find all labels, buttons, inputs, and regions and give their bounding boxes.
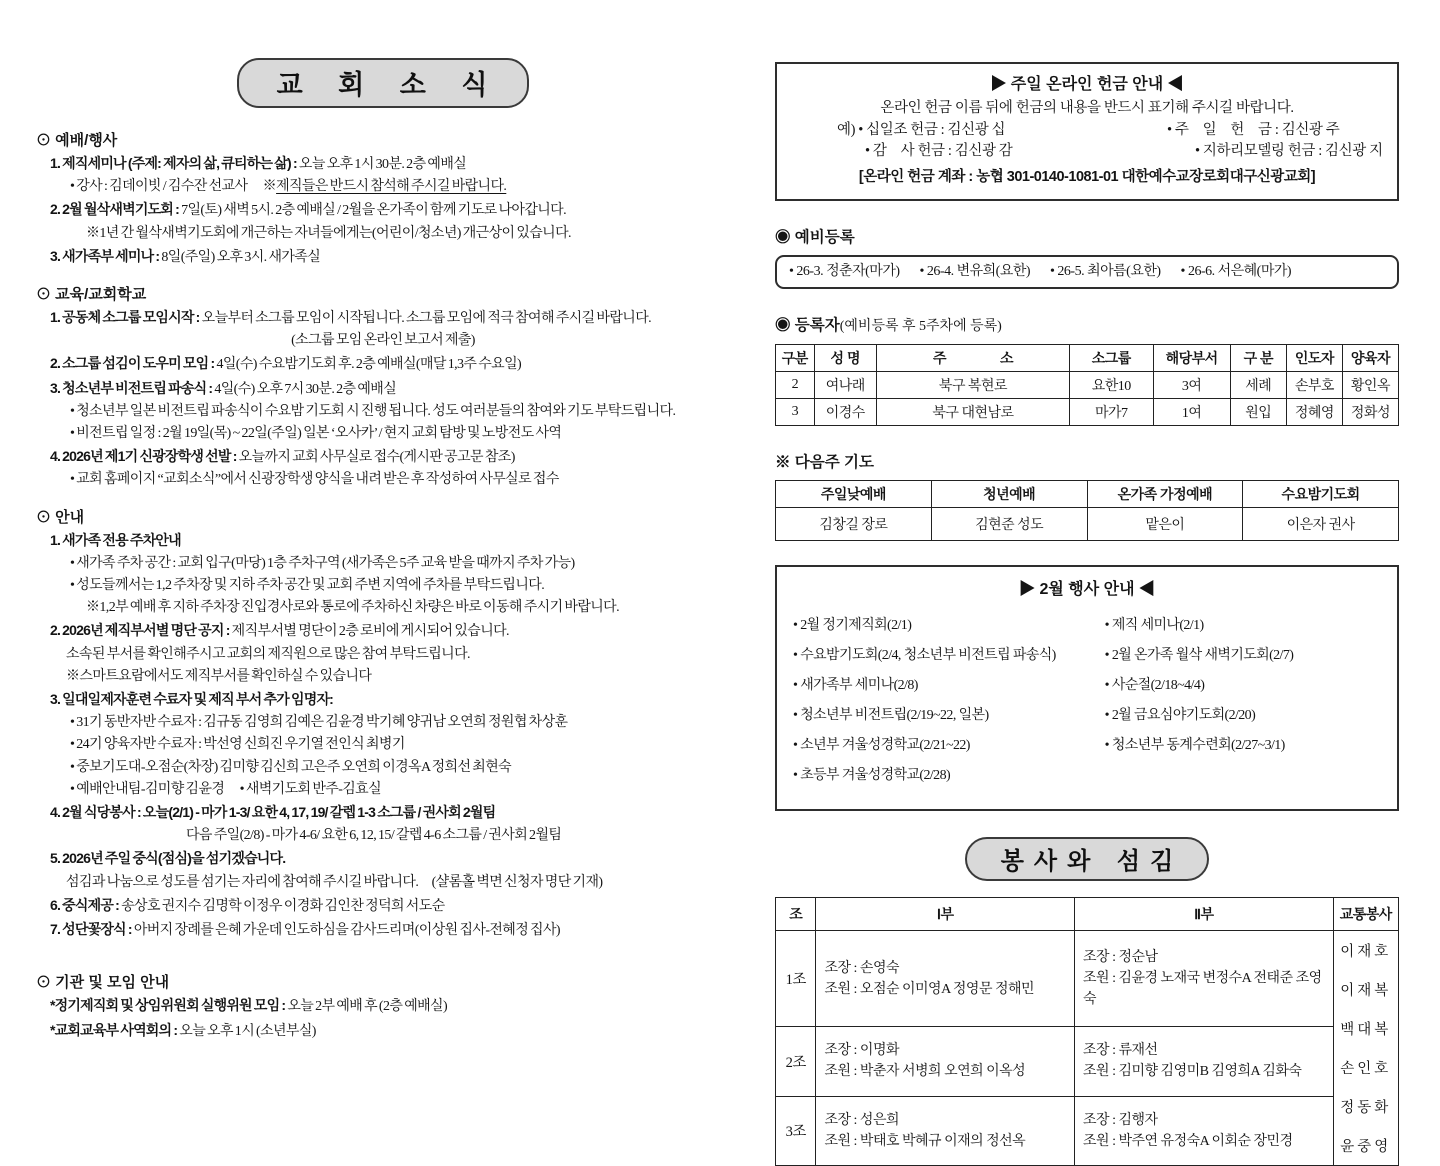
news-line: 1. 공동체 소그룹 모임시작 : 오늘부터 소그룹 모임이 시작됩니다. 소그룹 모임에 적극 참여해 주시길 바랍니다. (50, 309, 652, 327)
table-header-row: 구분 성 명 주 소 소그룹 해당부서 구 분 인도자 양육자 (776, 345, 1399, 372)
right-column (775, 62, 1399, 1166)
team-cell: 조장 : 손영숙 조원 : 오점순 이미영A 정영문 정해민 (816, 931, 1075, 1027)
team-cell: 조장 : 김행자 조원 : 박주연 유정숙A 이회순 장민경 (1075, 1096, 1334, 1166)
traffic-name: 이재호 (1340, 944, 1392, 960)
news-line: • 중보기도대-오점순(차장) 김미향 김신희 고은주 오연희 이경옥A 정희선 최현숙 (70, 759, 512, 775)
section-heading-org: ⊙ 기관 및 모임 안내 (36, 974, 170, 992)
news-line: 2. 2월 월삭새벽기도회 : 7일(토) 새벽 5시. 2층 예배실 / 2월을 온가족이 함께 기도로 나아갑니다. (50, 201, 566, 219)
news-line: *정기제직회 및 상임위원회 실행위원 모임 : 오늘 2부 예배 후 (2층 예배실) (50, 997, 448, 1015)
offering-desc: 온라인 헌금 이름 뒤에 헌금의 내용을 반드시 표기해 주시길 바랍니다. (880, 100, 1294, 116)
reserve-entry: • 26-5. 최아름(요한) (1050, 264, 1161, 279)
event-item: • 청소년부 동계수련회(2/27~3/1) (1104, 738, 1285, 753)
news-line: • 비전트립 일정 : 2월 19일(목) ~ 22일(주일) 일본 ‘오사카’ / 현지 교회 탐방 및 노방전도 사역 (70, 426, 562, 442)
news-line: • 새가족 주차 공간 : 교회 입구(마당) 1층 주차구역 (새가족은 5주 교육 받을 때까지 주차 가능) (70, 555, 575, 571)
event-item: • 2월 금요심야기도회(2/20) (1104, 708, 1256, 723)
news-line: 3. 새가족부 세미나 : 8일(주일) 오후 3시. 새가족실 (50, 247, 321, 265)
event-item: • 2월 온가족 월삭 새벽기도회(2/7) (1104, 648, 1294, 663)
event-item: • 청소년부 비전트립(2/19~22, 일본) (793, 708, 989, 723)
reserve-entry: • 26-3. 정춘자(마가) (789, 264, 900, 279)
table-row: 1조 조장 : 손영숙 조원 : 오점순 이미영A 정영문 정해민 조장 : 정순남 조원 : 김윤경 노재국 변정수A 전태준 조영숙 이재호 이재복 백대복 손인호 정동화 윤중영 (776, 931, 1399, 1027)
prayer-heading: ※ 다음주 기도 (775, 454, 874, 471)
events-column-right (1105, 611, 1381, 791)
events-column-left (793, 611, 1105, 791)
event-item: • 새가족부 세미나(2/8) (793, 678, 918, 693)
news-line: 1. 새가족 전용 주차안내 (50, 531, 181, 548)
traffic-name: 정동화 (1340, 1100, 1392, 1116)
left-column (36, 58, 730, 1043)
news-line: • 교회 홈페이지 “교회소식”에서 신광장학생 양식을 내려 받은 후 작성하여 사무실로 접수 (70, 472, 559, 488)
traffic-name: 윤중영 (1340, 1139, 1392, 1155)
news-line: 다음 주일(2/8) - 마가 4-6/ 요한 6, 12, 15/ 갈렙 4-6 소그룹 / 권사회 2월팀 (186, 828, 562, 844)
event-item: • 소년부 겨울성경학교(2/21~22) (793, 738, 970, 753)
section-heading-education: ⊙ 교육/교회학교 (36, 286, 147, 304)
news-line: 2. 소그룹 섬김이 도우미 모임 : 4일(수) 수요밤기도회 후. 2층 예배실(매달 1,3주 수요일) (50, 355, 522, 373)
table-row: 3 이경수 북구 대현남로 마가7 1여 원입 정혜영 정화성 (776, 399, 1399, 426)
news-line: 7. 성단꽃장식 : 아버지 장례를 은혜 가운데 인도하심을 감사드리며(이상원 집사-전혜정 집사) (50, 921, 560, 939)
news-line: 6. 중식제공 : 송상호 권지수 김명학 이정우 이경화 김인찬 정덕희 서도순 (50, 896, 445, 914)
traffic-name: 이재복 (1340, 983, 1392, 999)
table-row: 2 여나래 북구 복현로 요한10 3여 세례 손부호 황인옥 (776, 372, 1399, 399)
table-header-row: 조 Ⅰ부 Ⅱ부 교통봉사 (776, 898, 1399, 931)
news-line: • 성도들께서는 1,2 주차장 및 지하 주차 공간 및 교회 주변 지역에 주차를 부탁드립니다. (70, 578, 545, 594)
news-line: • 24기 양육자반 수료자 : 박선영 신희진 우기열 전인식 최병기 (70, 737, 405, 753)
event-item: • 수요밤기도회(2/4, 청소년부 비전트립 파송식) (793, 648, 1056, 663)
offering-example-row: • 감 사 헌금 : 김신광 감 • 지하리모델링 헌금 : 김신광 지 (865, 143, 1383, 159)
news-line: 3. 청소년부 비전트립 파송식 : 4일(수) 오후 7시 30분. 2층 예배실 (50, 379, 397, 397)
page-title: 교 회 소 식 (237, 58, 530, 108)
traffic-name: 백대복 (1340, 1022, 1392, 1038)
team-cell: 조장 : 정순남 조원 : 김윤경 노재국 변정수A 전태준 조영숙 (1075, 931, 1334, 1027)
news-line: 2. 2026년 제직부서별 명단 공지 : 제직부서별 명단이 2층 로비에 게시되어 있습니다. (50, 622, 509, 640)
prayer-table (775, 480, 1399, 541)
news-line: ※1,2부 예배 후 지하 주차장 진입경사로와 통로에 주차하신 차량은 바로 이동해 주시기 바랍니다. (86, 600, 619, 616)
news-line: 4. 2월 식당봉사 : 오늘(2/1) - 마가 1-3/ 요한 4, 17, 19/ 갈렙 1-3 소그룹 / 권사회 2월팀 (50, 804, 496, 821)
traffic-service-cell (1333, 931, 1398, 1166)
section-heading-worship: ⊙ 예배/행사 (36, 132, 118, 149)
team-cell: 조장 : 이명화 조원 : 박춘자 서병희 오연희 이옥성 (816, 1027, 1075, 1096)
news-line: 소속된 부서를 확인해주시고 교회의 제직원으로 많은 참여 부탁드립니다. (66, 646, 470, 662)
news-line: ※스마트요람에서도 제직부서를 확인하실 수 있습니다 (66, 668, 372, 684)
service-title-wrap (775, 837, 1399, 881)
events-title: ▶ 2월 행사 안내 ◀ (1019, 581, 1155, 598)
table-row: 3조 조장 : 성은희 조원 : 박태호 박혜규 이재의 정선옥 조장 : 김행자 조원 : 박주연 유정숙A 이회순 장민경 (776, 1096, 1399, 1166)
offering-example-row: 예) • 십일조 헌금 : 김신광 십 • 주 일 헌 금 : 김신광 주 (837, 122, 1340, 138)
event-item: • 초등부 겨울성경학교(2/28) (793, 768, 951, 783)
news-line: 1. 제직세미나 (주제: 제자의 삶, 큐티하는 삶) : 오늘 오후 1시 30분. 2층 예배실 (50, 155, 467, 172)
news-line: 3. 일대일제자훈련 수료자 및 제직 부서 추가 임명자: (50, 691, 334, 708)
event-item: • 2월 정기제직회(2/1) (793, 618, 912, 633)
table-header-row: 주일낮예배 청년예배 온가족 가정예배 수요밤기도회 (776, 481, 1399, 508)
news-line: • 예배안내팀-김미향 김윤경 • 새벽기도회 반주-김효실 (70, 781, 382, 797)
registrants-table (775, 344, 1399, 426)
reserve-entry: • 26-4. 변유희(요한) (919, 264, 1031, 279)
registrants-heading: ◉ 등록자(예비등록 후 5주차에 등록) (775, 317, 1002, 334)
service-table (775, 897, 1399, 1166)
section-heading-guide: ⊙ 안내 (36, 508, 85, 526)
news-line: • 청소년부 일본 비전트립 파송식이 수요밤 기도회 시 진행 됩니다. 성도 여러분들의 참여와 기도 부탁드립니다. (70, 403, 676, 419)
news-line: 5. 2026년 주일 중식(점심)을 섬기겠습니다. (50, 850, 286, 867)
news-line: 섬김과 나눔으로 성도를 섬기는 자리에 참여해 주시길 바랍니다. (샬롬홀 벽면 신청자 명단 기재) (66, 874, 603, 890)
table-row: 2조 조장 : 이명화 조원 : 박춘자 서병희 오연희 이옥성 조장 : 류재선 조원 : 김미향 김영미B 김영희A 김화숙 (776, 1027, 1399, 1096)
february-events-box (775, 565, 1399, 811)
offering-account: [온라인 헌금 계좌 : 농협 301-0140-1081-01 대한예수교장로회대구신광교회] (858, 169, 1316, 185)
table-row: 김창길 장로 김현준 성도 맡은이 이은자 권사 (776, 508, 1399, 541)
news-line: 4. 2026년 제1기 신광장학생 선발 : 오늘까지 교회 사무실로 접수(게시판 공고문 참조) (50, 448, 515, 466)
service-title: 봉사와 섬김 (965, 837, 1210, 881)
news-line: *교회교육부 사역회의 : 오늘 오후 1시 (소년부실) (50, 1021, 316, 1039)
event-item: • 제직 세미나(2/1) (1104, 618, 1204, 633)
news-line: • 강사 : 김데이빗 / 김수잔 선교사 ※제직들은 반드시 참석해 주시길 바랍니다. (70, 179, 507, 195)
news-line: • 31기 동반자반 수료자 : 김규동 김영희 김예은 김윤경 박기혜 양귀남 오연희 정원협 차상훈 (70, 715, 568, 731)
team-cell: 조장 : 성은희 조원 : 박태호 박혜규 이재의 정선옥 (816, 1096, 1075, 1166)
event-item: • 사순절(2/18~4/4) (1104, 678, 1205, 693)
traffic-name: 손인호 (1340, 1061, 1392, 1077)
news-line: (소그룹 모임 온라인 보고서 제출) (291, 333, 475, 349)
reserve-entry: • 26-6. 서은혜(마가) (1180, 264, 1292, 279)
reserve-heading: ◉ 예비등록 (775, 229, 855, 246)
team-cell: 조장 : 류재선 조원 : 김미향 김영미B 김영희A 김화숙 (1075, 1027, 1334, 1096)
online-offering-box (775, 62, 1399, 201)
events-columns (793, 611, 1381, 791)
news-line: ※1년 간 월삭새벽기도회에 개근하는 자녀들에게는(어린이/청소년) 개근상이 있습니다. (86, 225, 571, 241)
offering-title: ▶ 주일 온라인 헌금 안내 ◀ (990, 76, 1184, 93)
reserve-box (775, 255, 1399, 289)
